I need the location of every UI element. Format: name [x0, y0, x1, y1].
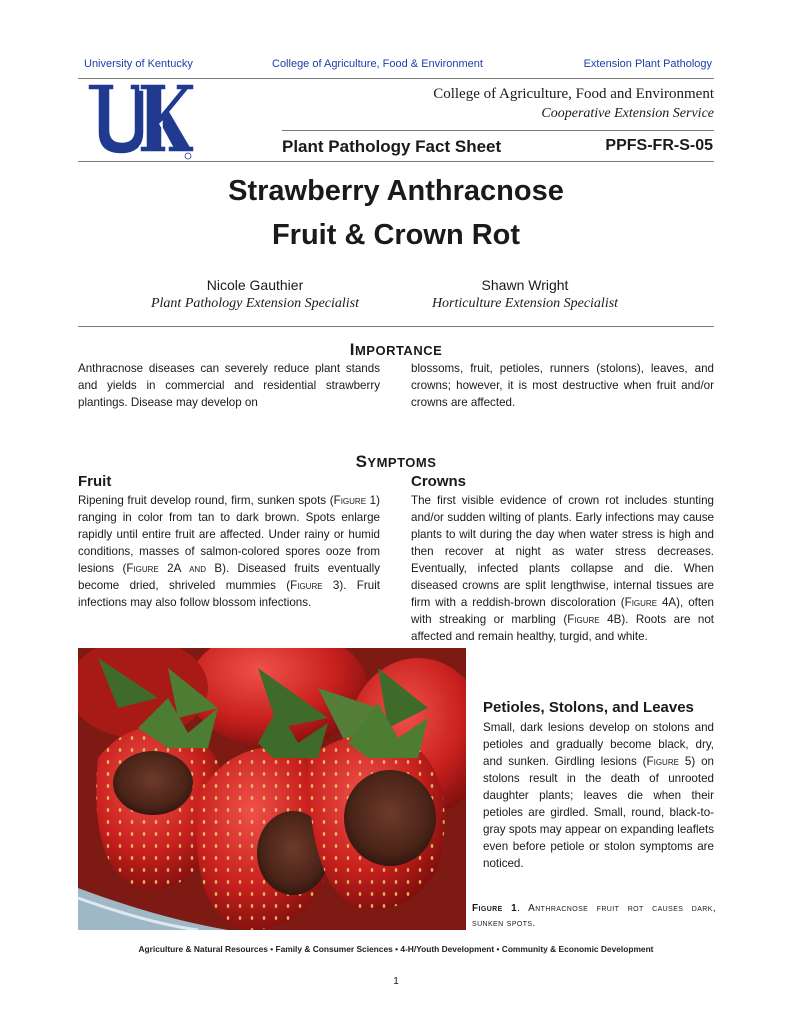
title-line-2: Fruit & Crown Rot: [271, 219, 521, 251]
petioles-heading: Petioles, Stolons, and Leaves: [483, 699, 694, 716]
crowns-heading: Crowns: [411, 473, 467, 490]
link-university[interactable]: University of Kentucky: [84, 58, 193, 70]
page-number: 1: [393, 976, 399, 987]
header-rule-bottom: [78, 161, 714, 162]
author-name-2: Shawn Wright: [481, 277, 569, 293]
importance-right-text: blossoms, fruit, petioles, runners (stolons), leaves, and crowns; however, it is most destructive when fruit and/or crowns are affected.: [411, 362, 714, 409]
title-line-1: Strawberry Anthracnose: [228, 175, 564, 207]
header-rule-mid: [282, 130, 714, 131]
importance-left-text: Anthracnose diseases can severely reduce plant stands and yields in commercial and residential strawberry plantings. Disease may develop on: [78, 362, 380, 409]
figure-ref-5: Figure 5: [646, 755, 692, 768]
figure-ref-4a: Figure 4A: [624, 596, 677, 609]
link-extension-plant-pathology[interactable]: Extension Plant Pathology: [583, 58, 712, 70]
publication-code: PPFS-FR-S-05: [605, 137, 713, 154]
fruit-text: Ripening fruit develop round, firm, sunken spots (Figure 1) ranging in color from tan to dark brown. Spots enlarge rapidly until entire fruit are affected. Under rainy or humid conditions, masses of salmon-colored spores ooze from lesions (Figure 2A and B). Diseased fruits eventually become dried, shriveled mummies (Figure 3). Fruit infections may also follow blossom infections.: [78, 494, 380, 609]
author-role-1: Plant Pathology Extension Specialist: [150, 296, 360, 311]
figure-ref-4b: Figure 4B: [567, 613, 622, 626]
footer-programs: Agriculture & Natural Resources • Family & Consumer Sciences • 4-H/Youth Development • Community & Economic Development: [138, 944, 654, 954]
header-rule-top: [78, 78, 714, 79]
top-links: [84, 58, 714, 74]
college-name: College of Agriculture, Food and Environment: [433, 86, 714, 102]
crowns-text-top: The first visible evidence of crown rot includes stunting and/or sudden wilting of plants. Early infections may cause plants to wilt during the day when water stress is high and then recover at night as water stress decreases. Eventually, infected plants collapse and die. When diseased crowns are split lengthwise, internal tissues are firm with a reddish-brown discoloration (Figure 4A), often with streaking or marbling (Figure 4B). Roots are not affected and remain healthy, turgid, and white.: [411, 494, 714, 643]
figure-1-caption: Figure 1. Anthracnose fruit rot causes dark, sunken spots.: [472, 903, 716, 929]
cooperative-extension: Cooperative Extension Service: [541, 106, 714, 121]
link-college[interactable]: College of Agriculture, Food & Environment: [272, 58, 483, 70]
figure-ref-1: Figure 1: [333, 494, 377, 507]
authors-rule: [78, 326, 714, 327]
uk-logo: [84, 80, 196, 160]
importance-heading: IMPORTANCE: [349, 340, 443, 359]
petioles-text: Small, dark lesions develop on stolons and petioles and gradually become black, dry, and sunken. Girdling lesions (Figure 5) on stolons result in the death of unrooted daughter plants; leaves die when their petioles are girdled. Small, round, black-to-gray spots may appear on expanding leaflets even before petiole or stolon symptoms are noticed.: [483, 721, 715, 870]
fact-sheet-label: Plant Pathology Fact Sheet: [282, 137, 502, 156]
symptoms-heading: SYMPTOMS: [355, 452, 437, 471]
fruit-heading: Fruit: [78, 473, 112, 490]
figure-ref-3: Figure 3: [290, 579, 340, 592]
author-role-2: Horticulture Extension Specialist: [431, 296, 619, 311]
strawberry-anthracnose-photo: [78, 648, 466, 930]
author-name-1: Nicole Gauthier: [206, 277, 304, 293]
figure-ref-2: Figure 2A and B: [126, 562, 223, 575]
